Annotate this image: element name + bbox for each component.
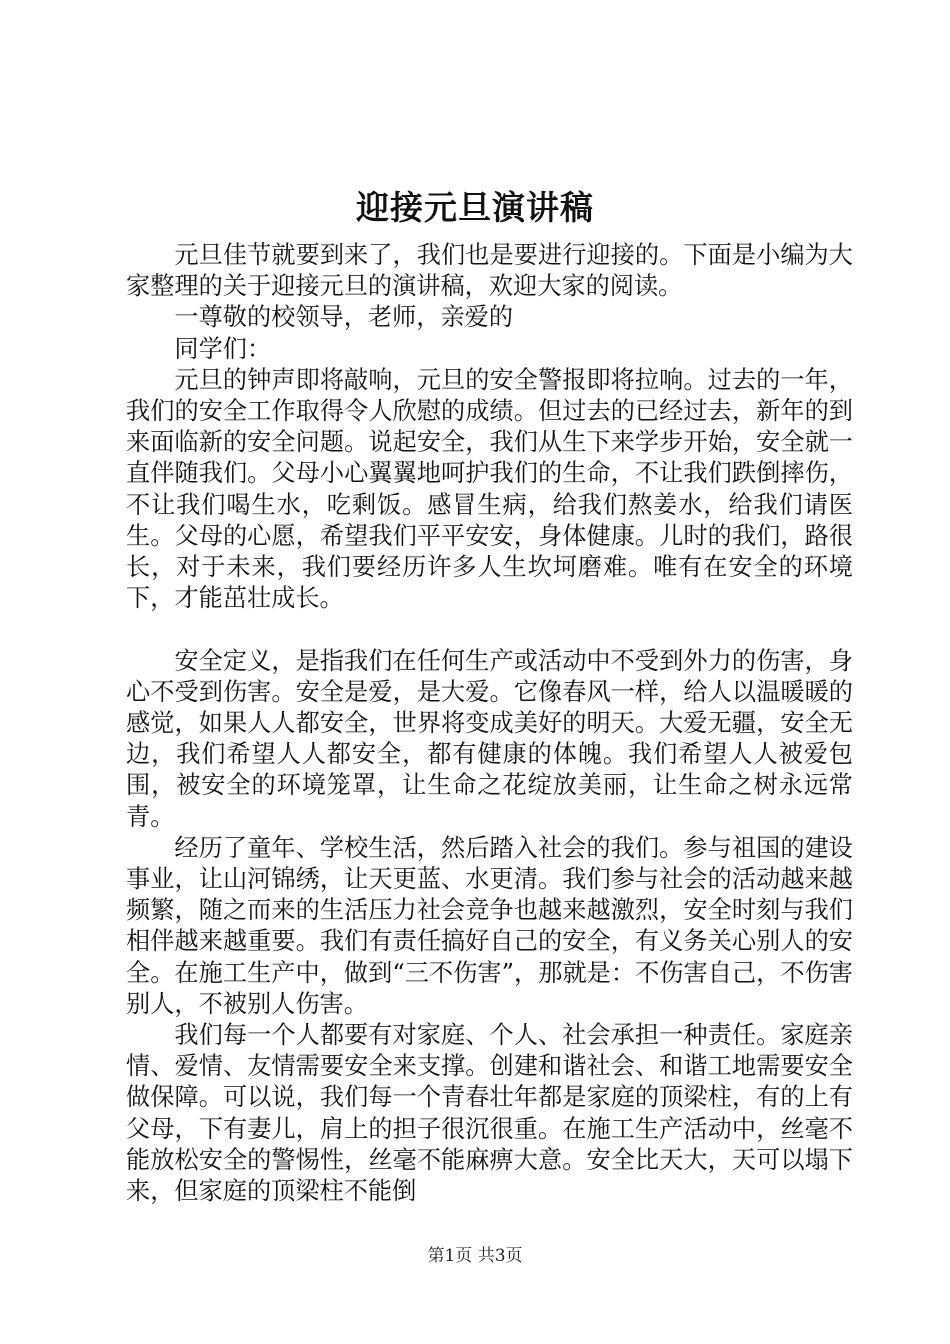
paragraph-body: 经历了童年、学校生活，然后踏入社会的我们。参与祖国的建设事业，让山河锦绣，让天更蓝、水更清。我们参与社会的活动越来越频繁，随之而来的生活压力社会竞争也越来越激烈，安全时刻与我们相伴越来越重要。我们有责任搞好自己的安全，有义务关心别人的安全。在施工生产中，做到“三不伤害”，那就是：不伤害自己，不伤害别人，不被别人伤害。 <box>126 833 853 1018</box>
paragraph-salutation: 一尊敬的校领导，老师，亲爱的 <box>174 303 514 332</box>
paragraph-body: 元旦的钟声即将敲响，元旦的安全警报即将拉响。过去的一年，我们的安全工作取得令人欣慰的成绩。但过去的已经过去，新年的到来面临新的安全问题。说起安全，我们从生下来学步开始，安全就一直伴随我们。父母小心翼翼地呵护我们的生命，不让我们跌倒摔伤，不让我们喝生水，吃剩饭。感冒生病，给我们熬姜水，给我们请医生。父母的心愿，希望我们平平安安，身体健康。儿时的我们，路很长，对于未来，我们要经历许多人生坎坷磨难。唯有在安全的环境下，才能茁壮成长。 <box>126 365 853 613</box>
paragraph-intro: 元旦佳节就要到来了，我们也是要进行迎接的。下面是小编为大家整理的关于迎接元旦的演讲稿，欢迎大家的阅读。 <box>126 241 853 301</box>
document-title: 迎接元旦演讲稿 <box>356 188 594 227</box>
paragraph-body: 我们每一个人都要有对家庭、个人、社会承担一种责任。家庭亲情、爱情、友情需要安全来支撑。创建和谐社会、和谐工地需要安全做保障。可以说，我们每一个青春壮年都是家庭的顶梁柱，有的上有父母，下有妻儿，肩上的担子很沉很重。在施工生产活动中，丝毫不能放松安全的警惕性，丝毫不能麻痹大意。安全比天大，天可以塌下来，但家庭的顶梁柱不能倒 <box>126 1021 853 1206</box>
page-number-footer: 第1页 共3页 <box>427 1246 523 1266</box>
paragraph-salutation-continued: 同学们： <box>174 334 272 363</box>
document-body <box>126 240 853 1207</box>
paragraph-body: 安全定义，是指我们在任何生产或活动中不受到外力的伤害，身心不受到伤害。安全是爱，是大爱。它像春风一样，给人以温暖暖的感觉，如果人人都安全，世界将变成美好的明天。大爱无疆，安全无边，我们希望人人都安全，都有健康的体魄。我们希望人人被爱包围，被安全的环境笼罩，让生命之花绽放美丽，让生命之树永远常青。 <box>126 646 853 831</box>
